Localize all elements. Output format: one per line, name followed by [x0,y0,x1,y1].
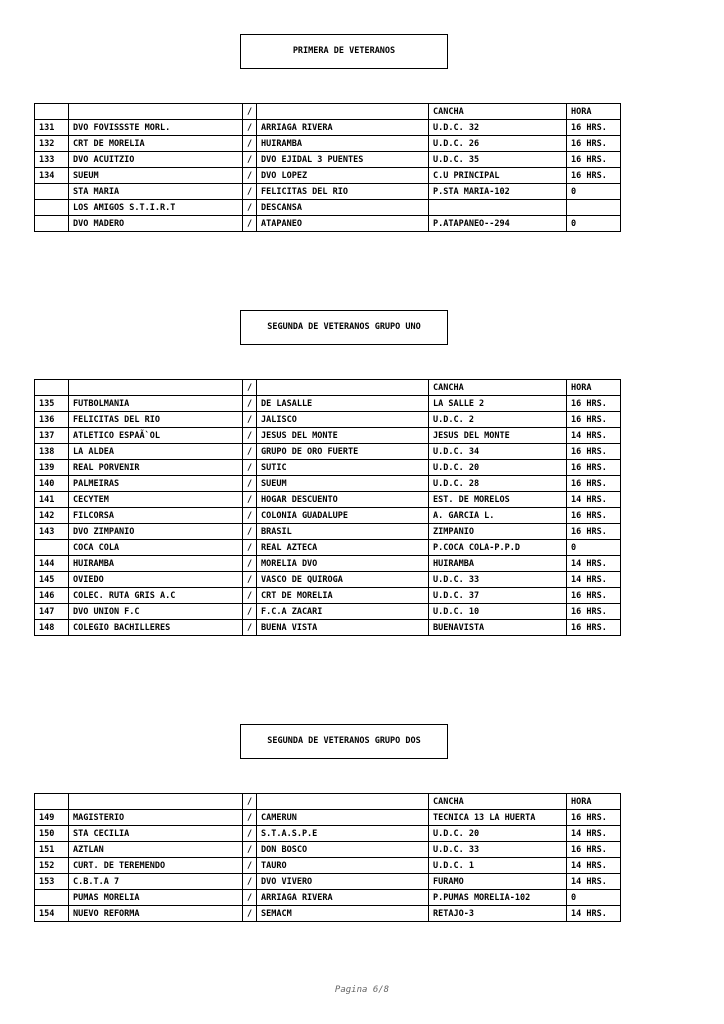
away-team-cell: BUENA VISTA [257,620,429,636]
match-number-cell [35,104,69,120]
away-team-cell: DVO VIVERO [257,874,429,890]
away-team-cell: SEMACM [257,906,429,922]
match-number-cell [35,380,69,396]
separator-cell: / [243,540,257,556]
separator-cell: / [243,572,257,588]
separator-cell: / [243,794,257,810]
home-team-cell: HUIRAMBA [69,556,243,572]
venue-cell: U.D.C. 10 [429,604,567,620]
table-row [35,152,621,168]
table-row [35,810,621,826]
home-team-cell: MAGISTERIO [69,810,243,826]
match-number-cell: 134 [35,168,69,184]
table-row [35,428,621,444]
home-team-cell: DVO FOVISSSTE MORL. [69,120,243,136]
away-team-cell: CRT DE MORELIA [257,588,429,604]
venue-cell: BUENAVISTA [429,620,567,636]
venue-cell: CANCHA [429,104,567,120]
venue-cell: RETAJO-3 [429,906,567,922]
home-team-cell: NUEVO REFORMA [69,906,243,922]
match-number-cell: 143 [35,524,69,540]
table-row [35,556,621,572]
match-number-cell: 132 [35,136,69,152]
table-row [35,412,621,428]
section-title-segunda-grupo-uno: SEGUNDA DE VETERANOS GRUPO UNO [240,310,448,345]
separator-cell: / [243,428,257,444]
separator-cell: / [243,524,257,540]
time-cell: HORA [567,104,621,120]
separator-cell: / [243,604,257,620]
venue-cell: U.D.C. 28 [429,476,567,492]
away-team-cell: JESUS DEL MONTE [257,428,429,444]
page-number-footer: Pagina 6/8 [334,985,390,995]
away-team-cell: S.T.A.S.P.E [257,826,429,842]
table-header-row [35,104,621,120]
home-team-cell: CRT DE MORELIA [69,136,243,152]
match-number-cell: 144 [35,556,69,572]
home-team-cell: SUEUM [69,168,243,184]
home-team-cell [69,380,243,396]
home-team-cell: ATLETICO ESPAÃ`OL [69,428,243,444]
table-row [35,460,621,476]
home-team-cell: DVO UNION F.C [69,604,243,620]
away-team-cell: SUEUM [257,476,429,492]
separator-cell: / [243,556,257,572]
separator-cell: / [243,842,257,858]
match-number-cell [35,216,69,232]
venue-cell: A. GARCIA L. [429,508,567,524]
time-cell: 16 HRS. [567,460,621,476]
separator-cell: / [243,168,257,184]
venue-cell: U.D.C. 26 [429,136,567,152]
time-cell: 16 HRS. [567,152,621,168]
home-team-cell: AZTLAN [69,842,243,858]
away-team-cell: COLONIA GUADALUPE [257,508,429,524]
venue-cell [429,200,567,216]
time-cell [567,200,621,216]
away-team-cell: FELICITAS DEL RIO [257,184,429,200]
section-title-segunda-grupo-dos: SEGUNDA DE VETERANOS GRUPO DOS [240,724,448,759]
time-cell: 14 HRS. [567,874,621,890]
match-number-cell: 149 [35,810,69,826]
separator-cell: / [243,492,257,508]
table-row [35,200,621,216]
home-team-cell: STA CECILIA [69,826,243,842]
time-cell: 14 HRS. [567,826,621,842]
away-team-cell [257,380,429,396]
match-number-cell: 146 [35,588,69,604]
separator-cell: / [243,890,257,906]
match-number-cell: 137 [35,428,69,444]
away-team-cell: HUIRAMBA [257,136,429,152]
match-number-cell: 136 [35,412,69,428]
table-row [35,890,621,906]
venue-cell: C.U PRINCIPAL [429,168,567,184]
away-team-cell: TAURO [257,858,429,874]
time-cell: 14 HRS. [567,556,621,572]
home-team-cell: CECYTEM [69,492,243,508]
venue-cell: LA SALLE 2 [429,396,567,412]
separator-cell: / [243,826,257,842]
home-team-cell: C.B.T.A 7 [69,874,243,890]
table-row [35,136,621,152]
home-team-cell: CURT. DE TEREMENDO [69,858,243,874]
venue-cell: U.D.C. 33 [429,572,567,588]
match-number-cell: 133 [35,152,69,168]
table-row [35,444,621,460]
time-cell: 16 HRS. [567,396,621,412]
match-number-cell: 153 [35,874,69,890]
separator-cell: / [243,810,257,826]
table-row [35,572,621,588]
separator-cell: / [243,120,257,136]
match-number-cell: 150 [35,826,69,842]
table-row [35,604,621,620]
away-team-cell: MORELIA DVO [257,556,429,572]
separator-cell: / [243,200,257,216]
table-row [35,168,621,184]
away-team-cell: DESCANSA [257,200,429,216]
venue-cell: U.D.C. 1 [429,858,567,874]
separator-cell: / [243,874,257,890]
schedule-table-segunda-grupo-dos [34,793,621,922]
venue-cell: ZIMPANIO [429,524,567,540]
time-cell: 16 HRS. [567,444,621,460]
venue-cell: CANCHA [429,794,567,810]
venue-cell: FURAMO [429,874,567,890]
time-cell: 16 HRS. [567,508,621,524]
separator-cell: / [243,620,257,636]
away-team-cell [257,794,429,810]
match-number-cell: 135 [35,396,69,412]
home-team-cell: COCA COLA [69,540,243,556]
table-row [35,858,621,874]
time-cell: 0 [567,890,621,906]
venue-cell: U.D.C. 33 [429,842,567,858]
venue-cell: U.D.C. 32 [429,120,567,136]
time-cell: 16 HRS. [567,524,621,540]
separator-cell: / [243,412,257,428]
time-cell: HORA [567,794,621,810]
match-number-cell: 139 [35,460,69,476]
away-team-cell [257,104,429,120]
home-team-cell: PALMEIRAS [69,476,243,492]
match-number-cell: 145 [35,572,69,588]
separator-cell: / [243,380,257,396]
separator-cell: / [243,152,257,168]
time-cell: 16 HRS. [567,604,621,620]
time-cell: 16 HRS. [567,588,621,604]
match-number-cell: 147 [35,604,69,620]
match-number-cell: 148 [35,620,69,636]
table-row [35,540,621,556]
home-team-cell: COLEC. RUTA GRIS A.C [69,588,243,604]
time-cell: 14 HRS. [567,428,621,444]
venue-cell: TECNICA 13 LA HUERTA [429,810,567,826]
venue-cell: JESUS DEL MONTE [429,428,567,444]
match-number-cell [35,184,69,200]
table-row [35,842,621,858]
time-cell: 0 [567,184,621,200]
away-team-cell: DVO EJIDAL 3 PUENTES [257,152,429,168]
away-team-cell: F.C.A ZACARI [257,604,429,620]
time-cell: 14 HRS. [567,906,621,922]
venue-cell: P.STA MARIA-102 [429,184,567,200]
time-cell: 16 HRS. [567,412,621,428]
home-team-cell: FELICITAS DEL RIO [69,412,243,428]
home-team-cell: OVIEDO [69,572,243,588]
home-team-cell: STA MARIA [69,184,243,200]
venue-cell: P.PUMAS MORELIA-102 [429,890,567,906]
match-number-cell: 142 [35,508,69,524]
separator-cell: / [243,104,257,120]
section-title-primera: PRIMERA DE VETERANOS [240,34,448,69]
time-cell: 16 HRS. [567,810,621,826]
home-team-cell: COLEGIO BACHILLERES [69,620,243,636]
venue-cell: U.D.C. 2 [429,412,567,428]
away-team-cell: SUTIC [257,460,429,476]
table-header-row [35,794,621,810]
venue-cell: P.COCA COLA-P.P.D [429,540,567,556]
match-number-cell: 152 [35,858,69,874]
schedule-table-segunda-grupo-uno [34,379,621,636]
away-team-cell: JALISCO [257,412,429,428]
away-team-cell: HOGAR DESCUENTO [257,492,429,508]
venue-cell: U.D.C. 20 [429,826,567,842]
time-cell: 0 [567,540,621,556]
separator-cell: / [243,444,257,460]
match-number-cell: 151 [35,842,69,858]
table-row [35,588,621,604]
venue-cell: U.D.C. 35 [429,152,567,168]
match-number-cell [35,794,69,810]
home-team-cell [69,104,243,120]
time-cell: 14 HRS. [567,492,621,508]
time-cell: 14 HRS. [567,572,621,588]
separator-cell: / [243,216,257,232]
separator-cell: / [243,184,257,200]
home-team-cell [69,794,243,810]
separator-cell: / [243,396,257,412]
table-row [35,120,621,136]
time-cell: 16 HRS. [567,620,621,636]
venue-cell: U.D.C. 37 [429,588,567,604]
time-cell: HORA [567,380,621,396]
venue-cell: EST. DE MORELOS [429,492,567,508]
away-team-cell: ARRIAGA RIVERA [257,890,429,906]
table-row [35,476,621,492]
venue-cell: U.D.C. 34 [429,444,567,460]
table-row [35,492,621,508]
time-cell: 14 HRS. [567,858,621,874]
venue-cell: HUIRAMBA [429,556,567,572]
away-team-cell: REAL AZTECA [257,540,429,556]
venue-cell: U.D.C. 20 [429,460,567,476]
match-number-cell: 141 [35,492,69,508]
match-number-cell: 131 [35,120,69,136]
away-team-cell: DE LASALLE [257,396,429,412]
home-team-cell: REAL PORVENIR [69,460,243,476]
home-team-cell: PUMAS MORELIA [69,890,243,906]
match-number-cell: 138 [35,444,69,460]
home-team-cell: FUTBOLMANIA [69,396,243,412]
venue-cell: P.ATAPANEO--294 [429,216,567,232]
match-number-cell: 140 [35,476,69,492]
separator-cell: / [243,588,257,604]
away-team-cell: ARRIAGA RIVERA [257,120,429,136]
table-row [35,396,621,412]
away-team-cell: DVO LOPEZ [257,168,429,184]
table-row [35,524,621,540]
home-team-cell: DVO MADERO [69,216,243,232]
separator-cell: / [243,476,257,492]
home-team-cell: DVO ACUITZIO [69,152,243,168]
away-team-cell: BRASIL [257,524,429,540]
home-team-cell: LOS AMIGOS S.T.I.R.T [69,200,243,216]
away-team-cell: GRUPO DE ORO FUERTE [257,444,429,460]
table-row [35,874,621,890]
time-cell: 0 [567,216,621,232]
time-cell: 16 HRS. [567,842,621,858]
home-team-cell: DVO ZIMPANIO [69,524,243,540]
home-team-cell: LA ALDEA [69,444,243,460]
match-number-cell [35,890,69,906]
table-row [35,906,621,922]
separator-cell: / [243,858,257,874]
time-cell: 16 HRS. [567,476,621,492]
away-team-cell: ATAPANEO [257,216,429,232]
away-team-cell: VASCO DE QUIROGA [257,572,429,588]
venue-cell: CANCHA [429,380,567,396]
home-team-cell: FILCORSA [69,508,243,524]
match-number-cell: 154 [35,906,69,922]
table-row [35,216,621,232]
table-row [35,826,621,842]
time-cell: 16 HRS. [567,168,621,184]
table-row [35,508,621,524]
table-header-row [35,380,621,396]
table-row [35,184,621,200]
separator-cell: / [243,906,257,922]
match-number-cell [35,200,69,216]
match-number-cell [35,540,69,556]
time-cell: 16 HRS. [567,136,621,152]
separator-cell: / [243,136,257,152]
time-cell: 16 HRS. [567,120,621,136]
separator-cell: / [243,508,257,524]
table-row [35,620,621,636]
schedule-table-primera [34,103,621,232]
separator-cell: / [243,460,257,476]
away-team-cell: DON BOSCO [257,842,429,858]
away-team-cell: CAMERUN [257,810,429,826]
